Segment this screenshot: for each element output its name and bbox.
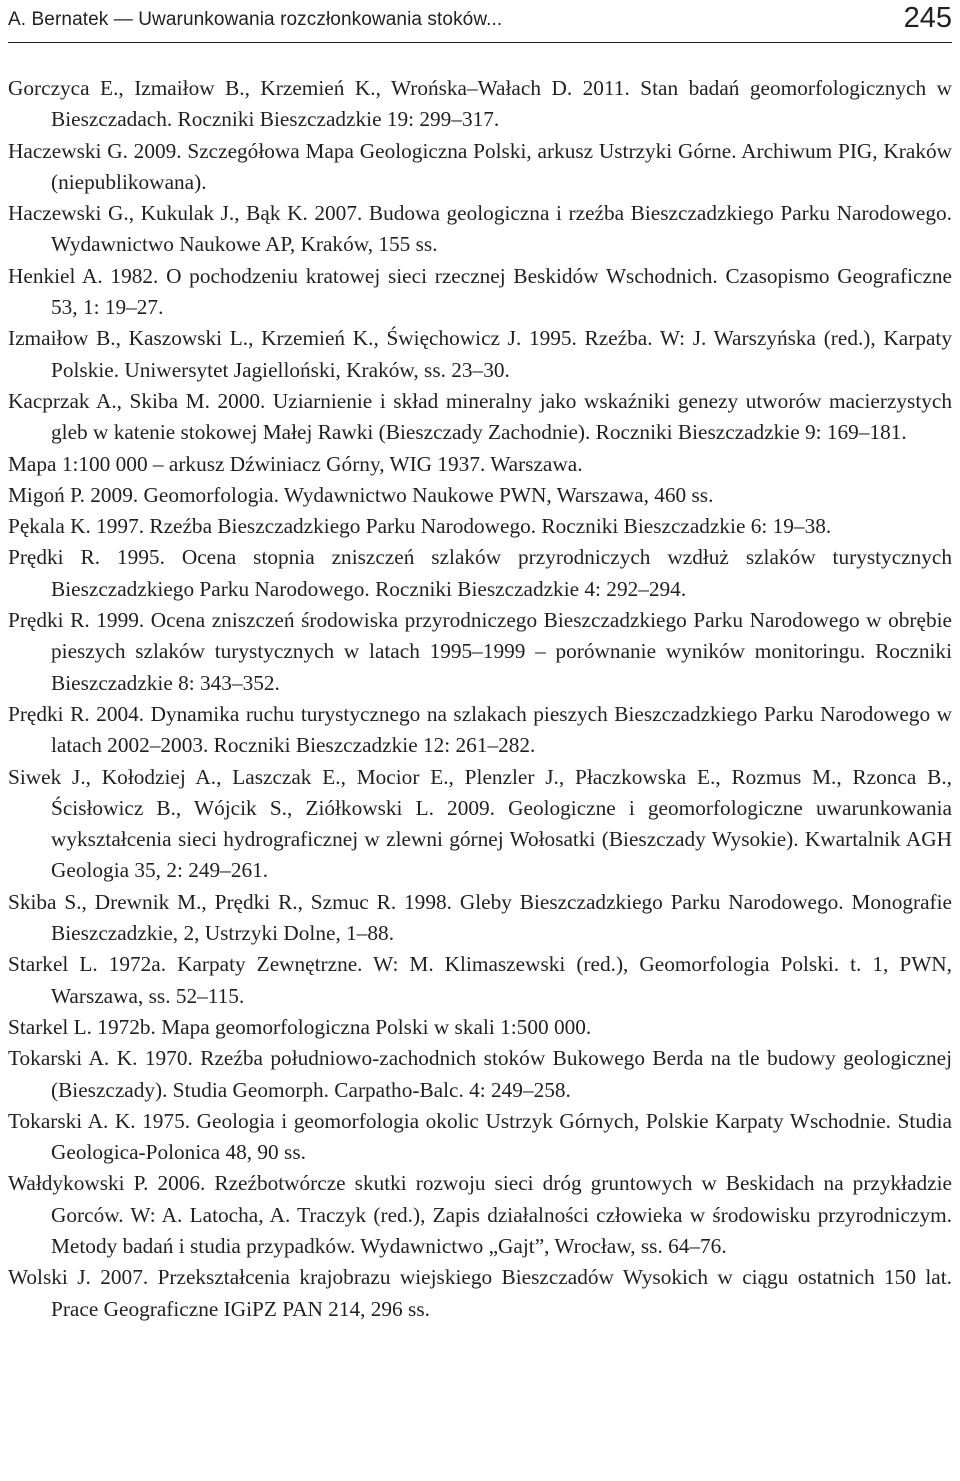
reference-entry: Prędki R. 1999. Ocena zniszczeń środowiska przyrodniczego Bieszczadzkiego Parku Narodowego w obrębie pieszych szlaków turystycznych w latach 1995–1999 – porównanie wyników monitoringu. Roczniki Bieszczadzkie 8: 343–352.	[8, 608, 952, 695]
reference-entry: Starkel L. 1972a. Karpaty Zewnętrzne. W: M. Klimaszewski (red.), Geomorfologia Polski. t. 1, PWN, Warszawa, ss. 52–115.	[8, 952, 952, 1008]
reference-entry: Mapa 1:100 000 – arkusz Dźwiniacz Górny, WIG 1937. Warszawa.	[8, 451, 583, 476]
reference-entry: Gorczyca E., Izmaiłow B., Krzemień K., Wrońska–Wałach D. 2011. Stan badań geomorfologicznych w Bieszczadach. Roczniki Bieszczadzkie 19: 299–317.	[8, 76, 952, 132]
reference-entry: Migoń P. 2009. Geomorfologia. Wydawnictwo Naukowe PWN, Warszawa, 460 ss.	[8, 482, 714, 507]
reference-entry: Skiba S., Drewnik M., Prędki R., Szmuc R. 1998. Gleby Bieszczadzkiego Parku Narodowego. Monografie Bieszczadzkie, 2, Ustrzyki Dolne, 1–88.	[8, 889, 952, 946]
reference-list	[8, 73, 952, 1325]
reference-entry: Prędki R. 1995. Ocena stopnia zniszczeń szlaków przyrodniczych wzdłuż szlaków turystycznych Bieszczadzkiego Parku Narodowego. Roczniki Bieszczadzkie 4: 292–294.	[8, 545, 952, 601]
page-number: 245	[903, 2, 952, 34]
reference-entry: Haczewski G. 2009. Szczegółowa Mapa Geologiczna Polski, arkusz Ustrzyki Górne. Archiwum PIG, Kraków (niepublikowana).	[8, 138, 952, 194]
running-title: A. Bernatek — Uwarunkowania rozczłonkowania stoków...	[8, 9, 503, 30]
reference-entry: Tokarski A. K. 1975. Geologia i geomorfologia okolic Ustrzyk Górnych, Polskie Karpaty Wschodnie. Studia Geologica-Polonica 48, 90 ss.	[8, 1108, 952, 1165]
reference-entry: Prędki R. 2004. Dynamika ruchu turystycznego na szlakach pieszych Bieszczadzkiego Parku Narodowego w latach 2002–2003. Roczniki Bieszczadzkie 12: 261–282.	[8, 701, 952, 758]
reference-entry: Izmaiłow B., Kaszowski L., Krzemień K., Święchowicz J. 1995. Rzeźba. W: J. Warszyńska (red.), Karpaty Polskie. Uniwersytet Jagielloński, Kraków, ss. 23–30.	[8, 326, 952, 382]
reference-entry: Starkel L. 1972b. Mapa geomorfologiczna Polski w skali 1:500 000.	[8, 1014, 592, 1039]
reference-entry: Wolski J. 2007. Przekształcenia krajobrazu wiejskiego Bieszczadów Wysokich w ciągu ostatnich 150 lat. Prace Geograficzne IGiPZ PAN 214, 296 ss.	[8, 1265, 952, 1321]
reference-entry: Haczewski G., Kukulak J., Bąk K. 2007. Budowa geologiczna i rzeźba Bieszczadzkiego Parku Narodowego. Wydawnictwo Naukowe AP, Kraków, 155 ss.	[8, 201, 952, 257]
reference-entry: Kacprzak A., Skiba M. 2000. Uziarnienie i skład mineralny jako wskaźniki genezy utworów macierzystych gleb w katenie stokowej Małej Rawki (Bieszczady Zachodnie). Roczniki Bieszczadzkie 9: 169–181.	[8, 388, 952, 445]
reference-entry: Pękala K. 1997. Rzeźba Bieszczadzkiego Parku Narodowego. Roczniki Bieszczadzkie 6: 19–38.	[8, 514, 832, 539]
reference-entry: Henkiel A. 1982. O pochodzeniu kratowej sieci rzecznej Beskidów Wschodnich. Czasopismo Geograficzne 53, 1: 19–27.	[8, 263, 952, 320]
reference-entry: Tokarski A. K. 1970. Rzeźba południowo-zachodnich stoków Bukowego Berda na tle budowy geologicznej (Bieszczady). Studia Geomorph. Carpatho-Balc. 4: 249–258.	[8, 1046, 952, 1102]
reference-entry: Siwek J., Kołodziej A., Laszczak E., Mocior E., Plenzler J., Płaczkowska E., Rozmus M., Rzonca B., Ścisłowicz B., Wójcik S., Ziółkowski L. 2009. Geologiczne i geomorfologiczne uwarunkowania wykształcenia sieci hydrograficznej w zlewni górnej Wołosatki (Bieszczady Wysokie). Kwartalnik AGH Geologia 35, 2: 249–261.	[8, 764, 952, 883]
reference-entry: Wałdykowski P. 2006. Rzeźbotwórcze skutki rozwoju sieci dróg gruntowych w Beskidach na przykładzie Gorców. W: A. Latocha, A. Traczyk (red.), Zapis działalności człowieka w środowisku przyrodniczym. Metody badań i studia przypadków. Wydawnictwo „Gajt”, Wrocław, ss. 64–76.	[8, 1171, 952, 1258]
running-header	[8, 0, 952, 43]
